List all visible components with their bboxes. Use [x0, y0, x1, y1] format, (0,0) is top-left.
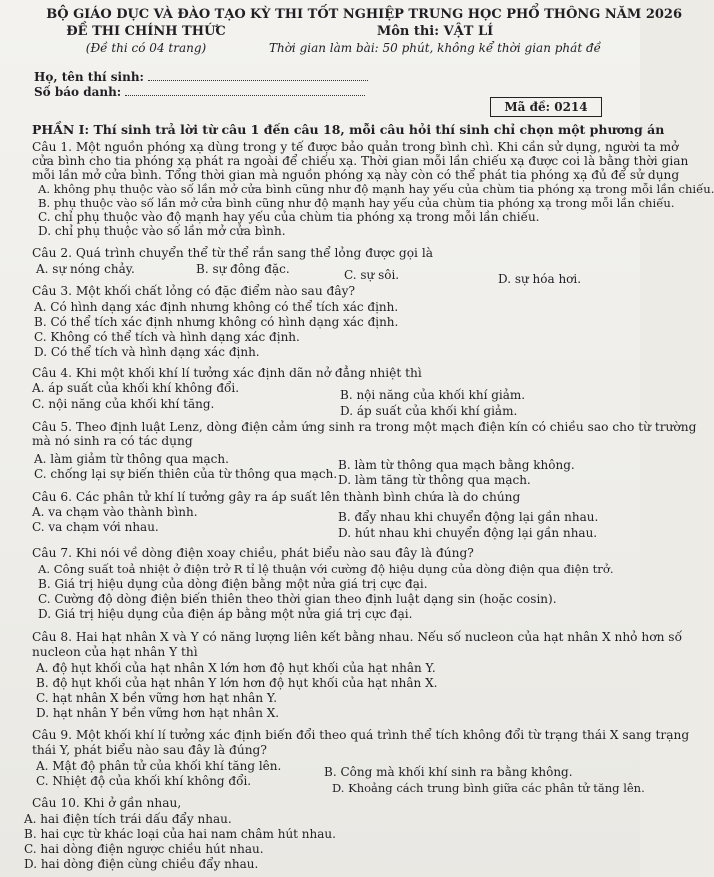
- q3-stem: Câu 3. Một khối chất lỏng có đặc điểm nào sau đây?: [32, 284, 356, 298]
- q9-option-a: A. Mật độ phân tử của khối khí tăng lên.: [36, 759, 282, 773]
- q6-stem: Câu 6. Các phân tử khí lí tưởng gây ra áp suất lên thành bình chứa là do chúng: [32, 490, 521, 504]
- q8-option-a: A. độ hụt khối của hạt nhân X lớn hơn độ hụt khối của hạt nhân Y.: [36, 661, 436, 675]
- q1-stem-line2: cửa bình cho tia phóng xạ phát ra ngoài để chiếu xạ. Thời gian mỗi lần chiếu xạ được coi là bằng thời gian: [32, 154, 689, 168]
- q1-option-d: D. chỉ phụ thuộc vào số lần mở cửa bình.: [38, 224, 286, 238]
- q2-option-a: A. sự nóng chảy.: [36, 262, 135, 276]
- part-one-heading: PHẦN I: Thí sinh trả lời từ câu 1 đến câu 18, mỗi câu hỏi thí sinh chỉ chọn một phương án: [32, 122, 665, 137]
- q7-option-a: A. Công suất toả nhiệt ở điện trở R tỉ lệ thuận với cường độ hiệu dụng của dòng điện qua điện trở.: [38, 562, 614, 576]
- q3-option-b: B. Có thể tích xác định nhưng không có hình dạng xác định.: [34, 315, 399, 329]
- q4-option-b: B. nội năng của khối khí giảm.: [340, 388, 526, 402]
- q3-option-c: C. Không có thể tích và hình dạng xác định.: [34, 330, 300, 344]
- candidate-name-field: [34, 70, 368, 84]
- page-count: (Đề thi có 04 trang): [85, 41, 207, 55]
- q6-option-d: D. hút nhau khi chuyển động lại gần nhau.: [338, 526, 598, 540]
- q2-stem: Câu 2. Quá trình chuyển thể từ thể rắn sang thể lỏng được gọi là: [32, 246, 433, 260]
- q5-option-a: A. làm giảm từ thông qua mạch.: [34, 452, 229, 466]
- q9-option-b: B. Công mà khối khí sinh ra bằng không.: [324, 765, 573, 779]
- q5-stem-line1: Câu 5. Theo định luật Lenz, dòng điện cảm ứng sinh ra trong một mạch điện kín có chiều sao cho từ trường: [32, 420, 697, 434]
- q4-option-c: C. nội năng của khối khí tăng.: [32, 397, 215, 411]
- q5-option-c: C. chống lại sự biến thiên của từ thông qua mạch.: [34, 467, 338, 481]
- q5-option-d: D. làm tăng từ thông qua mạch.: [338, 473, 531, 487]
- q8-stem-line1: Câu 8. Hai hạt nhân X và Y có năng lượng liên kết bằng nhau. Nếu số nucleon của hạt nhân X nhỏ hơn số: [32, 630, 683, 644]
- q10-option-d: D. hai dòng điện cùng chiều đẩy nhau.: [24, 857, 259, 871]
- q4-stem: Câu 4. Khi một khối khí lí tưởng xác định dãn nở đẳng nhiệt thì: [32, 366, 422, 380]
- q8-option-b: B. độ hụt khối của hạt nhân Y lớn hơn độ hụt khối của hạt nhân X.: [36, 676, 438, 690]
- q3-option-a: A. Có hình dạng xác định nhưng không có thể tích xác định.: [34, 300, 399, 314]
- q10-option-a: A. hai điện tích trái dấu đẩy nhau.: [24, 812, 232, 826]
- q9-option-c: C. Nhiệt độ của khối khí không đổi.: [36, 774, 252, 788]
- q9-stem-line1: Câu 9. Một khối khí lí tưởng xác định biến đổi theo quá trình thể tích không đổi từ trạng thái X sang trạng: [32, 728, 690, 742]
- q2-option-c: C. sự sôi.: [344, 268, 400, 282]
- q2-option-b: B. sự đông đặc.: [196, 262, 290, 276]
- q10-option-b: B. hai cực từ khác loại của hai nam châm hút nhau.: [24, 827, 336, 841]
- q1-option-b: B. phụ thuộc vào số lần mở cửa bình cũng như độ mạnh hay yếu của chùm tia phóng xạ trong mỗi lần chiếu.: [38, 196, 675, 210]
- q3-option-d: D. Có thể tích và hình dạng xác định.: [34, 345, 260, 359]
- ministry-name: BỘ GIÁO DỤC VÀ ĐÀO TẠO: [46, 7, 246, 22]
- q5-option-b: B. làm từ thông qua mạch bằng không.: [338, 458, 575, 472]
- q7-option-b: B. Giá trị hiệu dụng của dòng điện bằng một nửa giá trị cực đại.: [38, 577, 428, 591]
- q4-option-d: D. áp suất của khối khí giảm.: [340, 404, 518, 418]
- q1-stem-line1: Câu 1. Một nguồn phóng xạ dùng trong y tế được bảo quản trong bình chì. Khi cần sử dụng, người ta mở: [32, 140, 679, 154]
- q7-option-d: D. Giá trị hiệu dụng của điện áp bằng một nửa giá trị cực đại.: [38, 607, 413, 621]
- q1-option-a: A. không phụ thuộc vào số lần mở cửa bình cũng như độ mạnh hay yếu của chùm tia phóng xạ trong mỗi lần chiếu.: [38, 182, 714, 196]
- q6-option-a: A. va chạm vào thành bình.: [32, 505, 198, 519]
- exam-duration: Thời gian làm bài: 50 phút, không kể thời gian phát đề: [268, 41, 602, 55]
- q10-option-c: C. hai dòng điện ngược chiều hút nhau.: [24, 842, 264, 856]
- candidate-id-line: [125, 85, 365, 96]
- q5-stem-line2: mà nó sinh ra có tác dụng: [32, 434, 193, 448]
- q4-option-a: A. áp suất của khối khí không đổi.: [32, 381, 240, 395]
- q6-option-b: B. đẩy nhau khi chuyển động lại gần nhau.: [338, 510, 599, 524]
- header-left: [36, 6, 256, 57]
- subject-title: Môn thi: VẬT LÍ: [376, 24, 494, 39]
- candidate-id-field: [34, 85, 365, 99]
- q8-option-c: C. hạt nhân X bền vững hơn hạt nhân Y.: [36, 691, 278, 705]
- q7-stem: Câu 7. Khi nói về dòng điện xoay chiều, phát biểu nào sau đây là đúng?: [32, 546, 474, 560]
- candidate-id-label: Số báo danh:: [34, 85, 122, 99]
- q9-stem-line2: thái Y, phát biểu nào sau đây là đúng?: [32, 743, 267, 757]
- q1-stem-line3: mỗi lần mở cửa bình. Tổng thời gian mà nguồn phóng xạ này còn có thể phát tia phóng xạ đủ để sử dụng: [32, 168, 680, 182]
- q7-option-c: C. Cường độ dòng điện biến thiên theo thời gian theo định luật dạng sin (hoặc cosin).: [38, 592, 557, 606]
- exam-title: KỲ THI TỐT NGHIỆP TRUNG HỌC PHỔ THÔNG NĂM 2026: [250, 7, 682, 22]
- header-right: [250, 6, 682, 57]
- q6-option-c: C. va chạm với nhau.: [32, 520, 159, 534]
- exam-code-box: Mã đề: 0214: [490, 97, 602, 117]
- q9-option-d: D. Khoảng cách trung bình giữa các phân tử tăng lên.: [332, 781, 645, 795]
- q1-option-c: C. chỉ phụ thuộc vào độ mạnh hay yếu của chùm tia phóng xạ trong mỗi lần chiếu.: [38, 210, 540, 224]
- q10-stem: Câu 10. Khi ở gần nhau,: [32, 796, 182, 810]
- q8-option-d: D. hạt nhân Y bền vững hơn hạt nhân X.: [36, 706, 280, 720]
- official-label: ĐỀ THI CHÍNH THỨC: [66, 24, 226, 39]
- candidate-name-label: Họ, tên thí sinh:: [34, 70, 144, 84]
- candidate-name-line: [148, 70, 368, 81]
- q8-stem-line2: nucleon của hạt nhân Y thì: [32, 645, 198, 659]
- q2-option-d: D. sự hóa hơi.: [498, 272, 582, 286]
